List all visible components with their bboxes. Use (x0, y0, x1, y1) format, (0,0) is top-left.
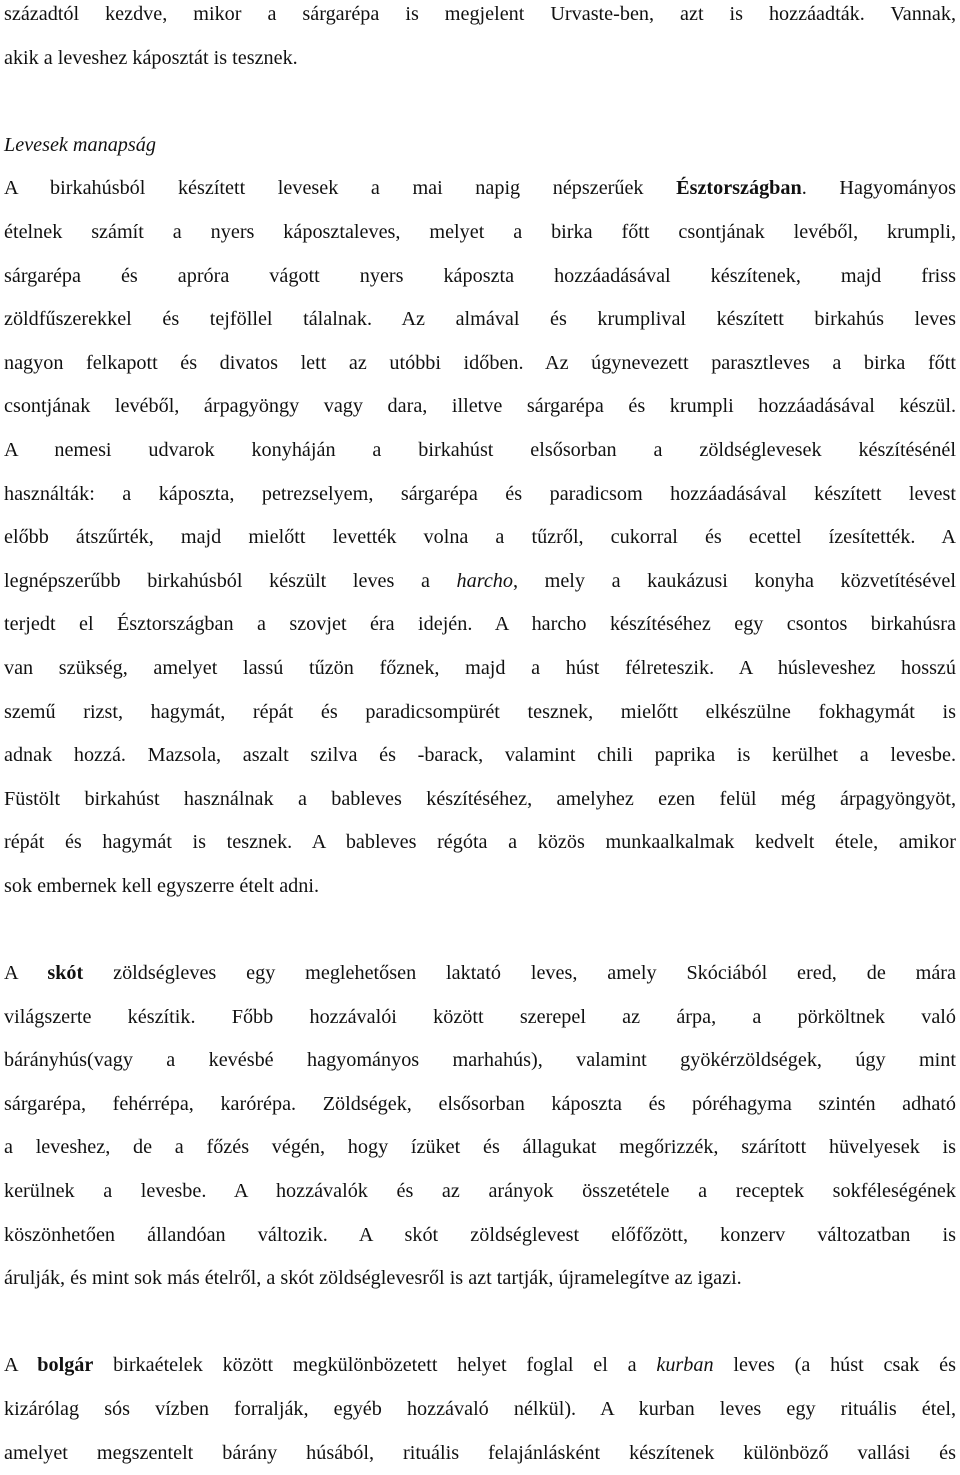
text-line: sok embernek kell egyszerre ételt adni. (4, 874, 320, 897)
text-line: amelyet megszentelt bárány húsából, rituális felajánlásként készítenek különböző vallási és (4, 1441, 956, 1464)
text-line: zöldfűszerekkel és tejföllel tálalnak. Az almával és krumplival készített birkahús leves (4, 308, 956, 331)
text-line: A birkahúsból készített levesek a mai napig népszerűek Észtországban. Hagyományos (4, 177, 956, 200)
text-line: A bolgár birkaételek között megkülönbözetett helyet foglal el a kurban leves (a húst csak és (4, 1354, 956, 1377)
text-line: A skót zöldségleves egy meglehetősen laktató leves, amely Skóciából ered, de mára (4, 962, 956, 985)
bold-term: bolgár (37, 1354, 94, 1377)
text-line: legnépszerűbb birkahúsból készült leves a harcho, mely a kaukázusi konyha közvetítésével (4, 569, 956, 592)
text-line: terjedt el Észtországban a szovjet éra idején. A harcho készítéséhez egy csontos birkahúsra (4, 613, 956, 636)
text-line: akik a leveshez káposztát is tesznek. (4, 46, 298, 69)
text-line: szemű rizst, hagymát, répát és paradicsompürét tesznek, mielőtt elkészülne fokhagymát is (4, 700, 956, 723)
text-line: csontjának levéből, árpagyöngy vagy dara, illetve sárgarépa és krumpli hozzáadásával készül. (4, 395, 956, 418)
text-line: előbb átszűrték, majd mielőtt levették volna a tűzről, cukorral és ecettel ízesítették. A (4, 526, 956, 549)
text-line: ételnek számít a nyers káposztaleves, melyet a birka főtt csontjának levéből, krumpli, (4, 220, 956, 243)
text-line: nagyon felkapott és divatos lett az utóbbi időben. Az úgynevezett parasztleves a birka főtt (4, 351, 956, 374)
italic-term: harcho (456, 569, 513, 592)
text-line: a leveshez, de a főzés végén, hogy ízüket és állagukat megőrizzék, szárított hüvelyesek is (4, 1136, 956, 1159)
text-line: köszönhetően állandóan változik. A skót zöldséglevest előfőzött, konzerv változatban is (4, 1223, 956, 1246)
text-line: árulják, és mint sok más ételről, a skót zöldséglevesről is azt tartják, újramelegítve az igazi. (4, 1267, 742, 1290)
text-line: sárgarépa és apróra vágott nyers káposzta hozzáadásával készítenek, majd friss (4, 264, 956, 287)
paragraph-gap (4, 908, 956, 952)
text-line: használták: a káposzta, petrezselyem, sárgarépa és paradicsom hozzáadásával készített levest (4, 482, 956, 505)
italic-term: kurban (656, 1354, 714, 1377)
bold-term: skót (47, 962, 84, 985)
paragraph-scottish-soup (4, 952, 956, 1301)
text-line: századtól kezdve, mikor a sárgarépa is megjelent Urvaste-ben, azt is hozzáadták. Vannak, (4, 3, 956, 25)
paragraph-bulgarian-soup (4, 1344, 956, 1475)
text-line: bárányhús(vagy a kevésbé hagyományos marhahús), valamint gyökérzöldségek, úgy mint (4, 1049, 956, 1072)
text-line: adnak hozzá. Mazsola, aszalt szilva és -barack, valamint chili paprika is kerülhet a levesbe. (4, 744, 956, 767)
paragraph-estonian-soups (4, 167, 956, 908)
text-line: világszerte készítik. Főbb hozzávalói között szerepel az árpa, a pörköltnek való (4, 1005, 956, 1028)
text-line: kerülnek a levesbe. A hozzávalók és az arányok összetétele a receptek sokféleségének (4, 1180, 956, 1203)
paragraph-gap (4, 1301, 956, 1345)
section-heading: Levesek manapság (4, 133, 156, 156)
text-line: répát és hagymát is tesznek. A bableves régóta a közös munkaalkalmak kedvelt étele, amikor (4, 831, 956, 854)
text-line: sárgarépa, fehérrépa, karórépa. Zöldségek, elsősorban káposzta és póréhagyma szintén adható (4, 1092, 956, 1115)
text-line: van szükség, amelyet lassú tűzön főznek, majd a húst félreteszik. A húsleveshez hosszú (4, 656, 956, 679)
paragraph-intro-continuation (4, 0, 956, 80)
text-line: Füstölt birkahúst használnak a bableves készítéséhez, amelyhez ezen felül még árpagyöngyöt, (4, 787, 956, 810)
document-page (4, 0, 956, 1475)
bold-term: Észtországban (676, 177, 802, 200)
text-line: kizárólag sós vízben forralják, egyéb hozzávaló nélkül). A kurban leves egy rituális étel, (4, 1398, 956, 1420)
text-line: A nemesi udvarok konyháján a birkahúst elsősorban a zöldséglevesek készítésénél (4, 438, 956, 461)
